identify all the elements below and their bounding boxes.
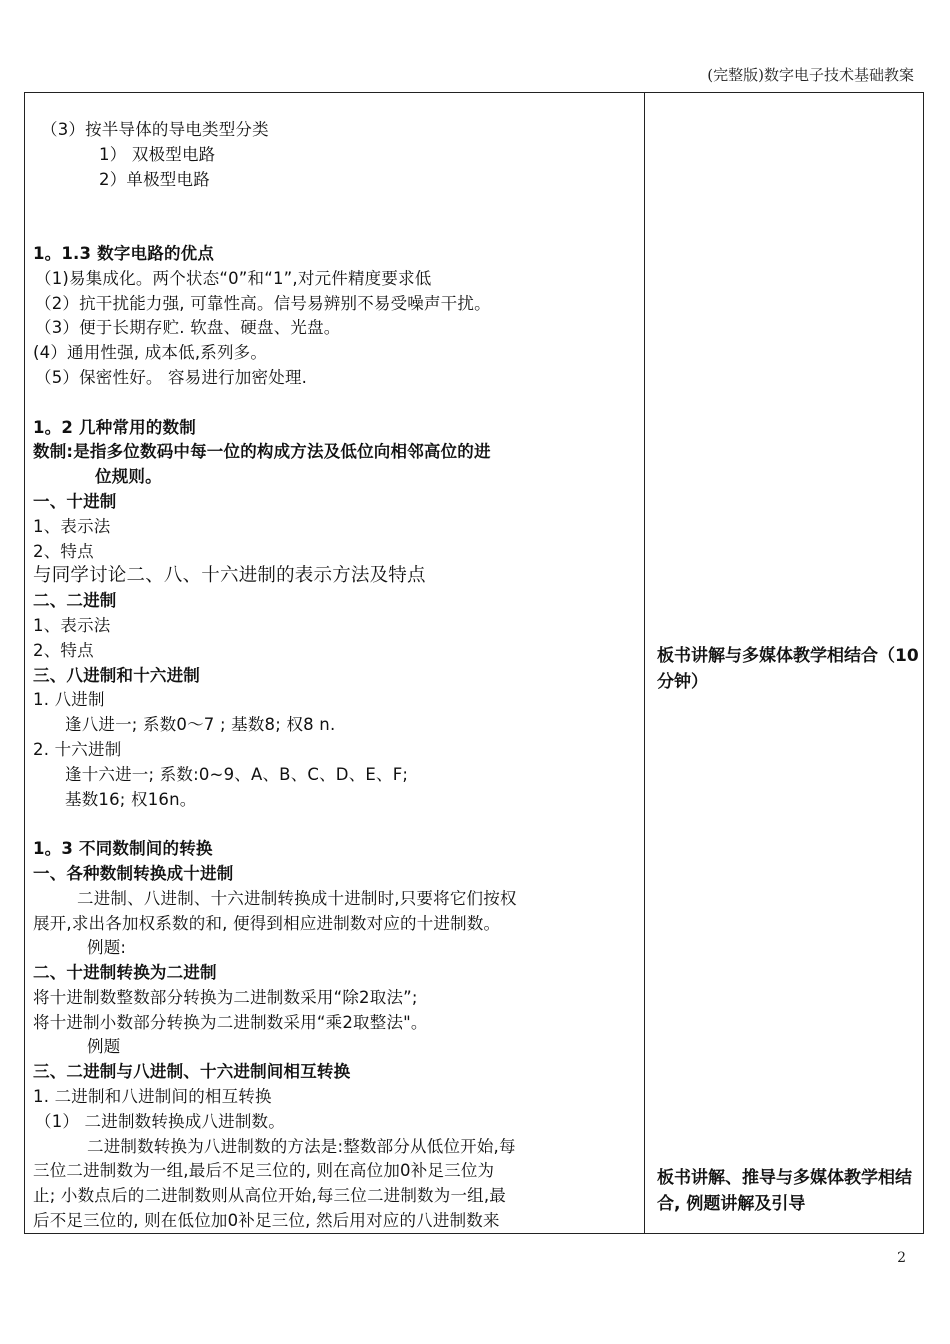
content-column (25, 118, 644, 1234)
list-item: 1. 八进制 (33, 690, 105, 710)
paragraph-text: 三位二进制数为一组,最后不足三位的, 则在高位加0补足三位为 (33, 1161, 495, 1181)
paragraph-text: 将十进制数整数部分转换为二进制数采用“除2取法”; (33, 987, 418, 1007)
blank-line (25, 217, 644, 242)
paragraph-text: 基数16; 权16n。 (65, 789, 197, 809)
paragraph-text: 将十进制小数部分转换为二进制数采用“乘2取整法"。 (33, 1012, 428, 1032)
subsection-heading: 一、各种数制转换成十进制 (33, 863, 234, 883)
subsection-heading: 三、二进制与八进制、十六进制间相互转换 (33, 1062, 351, 1082)
list-item: （3）便于长期存贮. 软盘、硬盘、光盘。 (35, 318, 341, 338)
section-heading: 1。1.3 数字电路的优点 (33, 243, 215, 263)
subsection-heading: 二、十进制转换为二进制 (33, 963, 217, 983)
list-item: 2、特点 (33, 541, 94, 561)
list-item: 2. 十六进制 (33, 739, 122, 759)
paragraph-text: 止; 小数点后的二进制数则从高位开始,每三位二进制数为一组,最 (33, 1186, 506, 1206)
classification-heading: （3）按半导体的导电类型分类 (41, 120, 269, 139)
teaching-method-note: 板书讲解与多媒体教学相结合（10分钟） (657, 646, 919, 692)
list-item: 2）单极型电路 (99, 169, 210, 189)
list-item: （2）抗干扰能力强, 可靠性高。信号易辨别不易受噪声干扰。 (35, 293, 491, 313)
definition-text: 数制:是指多位数码中每一位的构成方法及低位向相邻高位的进 (33, 442, 491, 462)
subsection-heading: 三、八进制和十六进制 (33, 665, 200, 685)
list-item: 1. 二进制和八进制间的相互转换 (33, 1087, 272, 1107)
definition-text: 位规则。 (95, 467, 162, 487)
subsection-heading: 二、二进制 (33, 591, 117, 611)
list-item: 1、表示法 (33, 615, 111, 635)
list-item: （5）保密性好。 容易进行加密处理. (35, 367, 308, 387)
blank-line (25, 812, 644, 837)
blank-line (25, 192, 644, 217)
paragraph-text: 逢十六进一; 系数:0~9、A、B、C、D、E、F; (65, 764, 409, 784)
subsection-heading: 一、十进制 (33, 491, 117, 511)
paragraph-text: 逢八进一; 系数0～7 ; 基数8; 权8 n. (65, 715, 336, 735)
notes-column (645, 93, 925, 1233)
section-heading: 1。3 不同数制间的转换 (33, 839, 213, 859)
document-header: (完整版)数字电子技术基础教案 (707, 66, 914, 84)
list-item: 1） 双极型电路 (99, 144, 216, 164)
example-label: 例题: (87, 938, 127, 958)
discussion-prompt: 与同学讨论二、八、十六进制的表示方法及特点 (33, 565, 426, 587)
list-item: （1） 二进制数转换成八进制数。 (35, 1111, 285, 1131)
page-number: 2 (897, 1250, 906, 1266)
teaching-method-note: 板书讲解、推导与多媒体教学相结合, 例题讲解及引导 (657, 1168, 912, 1214)
blank-line (25, 391, 644, 416)
lesson-table (24, 92, 924, 1234)
paragraph-text: 展开,求出各加权系数的和, 便得到相应进制数对应的十进制数。 (33, 913, 501, 933)
list-item: (4）通用性强, 成本低,系列多。 (33, 343, 268, 363)
list-item: 2、特点 (33, 640, 94, 660)
list-item: （1)易集成化。两个状态“0”和“1”,对元件精度要求低 (35, 268, 432, 288)
paragraph-text: 后不足三位的, 则在低位加0补足三位, 然后用对应的八进制数来 (33, 1211, 500, 1231)
paragraph-text: 二进制、八进制、十六进制转换成十进制时,只要将它们按权 (77, 888, 517, 908)
example-label: 例题 (87, 1037, 121, 1057)
list-item: 1、表示法 (33, 516, 111, 536)
paragraph-text: 二进制数转换为八进制数的方法是:整数部分从低位开始,每 (87, 1136, 516, 1156)
section-heading: 1。2 几种常用的数制 (33, 417, 196, 437)
